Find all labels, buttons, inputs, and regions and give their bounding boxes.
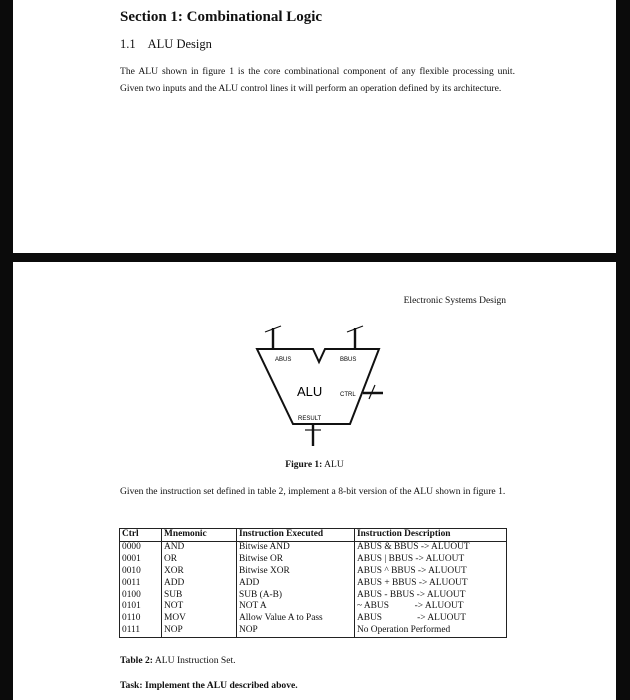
page-header: Electronic Systems Design <box>403 296 506 306</box>
instruction-set-table <box>119 528 507 638</box>
cell-description: No Operation Performed <box>355 625 507 637</box>
table-caption-prefix: Table 2: <box>120 655 153 666</box>
alu-diagram <box>13 262 616 462</box>
cell-mnemonic: SUB <box>162 590 237 602</box>
bbus-label: BBUS <box>340 357 357 363</box>
cell-mnemonic: ADD <box>162 578 237 590</box>
header-instruction-executed: Instruction Executed <box>237 529 355 542</box>
cell-mnemonic: XOR <box>162 566 237 578</box>
header-ctrl: Ctrl <box>120 529 162 542</box>
table-row <box>120 625 507 637</box>
cell-mnemonic: AND <box>162 541 237 553</box>
table-caption-text: ALU Instruction Set. <box>152 655 236 666</box>
cell-description: ABUS + BBUS -> ALUOUT <box>355 578 507 590</box>
intro-paragraph: The ALU shown in figure 1 is the core combinational component of any flexible processing unit. Given two inputs and the ALU control lines it will perform an operation defined by its architecture. <box>120 66 515 94</box>
figure-caption-text: ALU <box>322 460 344 470</box>
alu-label: ALU <box>297 384 323 399</box>
cell-executed: Allow Value A to Pass <box>237 613 355 625</box>
document-page-1 <box>13 0 616 253</box>
subsection-number: 1.1 <box>120 37 136 51</box>
table-row <box>120 541 507 553</box>
cell-executed: SUB (A-B) <box>237 590 355 602</box>
cell-executed: ADD <box>237 578 355 590</box>
cell-mnemonic: NOT <box>162 601 237 613</box>
cell-ctrl: 0101 <box>120 601 162 613</box>
cell-executed: NOP <box>237 625 355 637</box>
cell-ctrl: 0111 <box>120 625 162 637</box>
cell-mnemonic: NOP <box>162 625 237 637</box>
table-row <box>120 554 507 566</box>
cell-description: ABUS -> ALUOUT <box>355 613 507 625</box>
instruction-paragraph: Given the instruction set defined in table 2, implement a 8-bit version of the ALU shown in figure 1. <box>120 486 506 497</box>
cell-mnemonic: OR <box>162 554 237 566</box>
table-row <box>120 578 507 590</box>
cell-description: ABUS ^ BBUS -> ALUOUT <box>355 566 507 578</box>
cell-executed: Bitwise OR <box>237 554 355 566</box>
cell-ctrl: 0100 <box>120 590 162 602</box>
cell-executed: Bitwise XOR <box>237 566 355 578</box>
cell-ctrl: 0110 <box>120 613 162 625</box>
figure-caption-prefix: Figure 1: <box>285 460 323 470</box>
cell-description: ~ ABUS -> ALUOUT <box>355 601 507 613</box>
cell-executed: NOT A <box>237 601 355 613</box>
figure-caption <box>13 460 616 470</box>
cell-ctrl: 0001 <box>120 554 162 566</box>
document-page-2 <box>13 262 616 700</box>
table-header-row <box>120 529 507 542</box>
table-row <box>120 613 507 625</box>
header-mnemonic: Mnemonic <box>162 529 237 542</box>
section-title: Section 1: Combinational Logic <box>120 9 323 25</box>
cell-ctrl: 0010 <box>120 566 162 578</box>
header-instruction-description: Instruction Description <box>355 529 507 542</box>
abus-label: ABUS <box>275 357 292 363</box>
cell-mnemonic: MOV <box>162 613 237 625</box>
ctrl-label: CTRL <box>340 392 356 398</box>
table-row <box>120 601 507 613</box>
cell-ctrl: 0000 <box>120 541 162 553</box>
subsection-heading: ALU Design <box>147 37 212 51</box>
table-caption <box>120 655 236 666</box>
cell-executed: Bitwise AND <box>237 541 355 553</box>
task-statement: Task: Implement the ALU described above. <box>120 680 298 691</box>
cell-description: ABUS & BBUS -> ALUOUT <box>355 541 507 553</box>
cell-description: ABUS - BBUS -> ALUOUT <box>355 590 507 602</box>
result-label: RESULT <box>298 416 322 422</box>
cell-description: ABUS | BBUS -> ALUOUT <box>355 554 507 566</box>
cell-ctrl: 0011 <box>120 578 162 590</box>
table-row <box>120 566 507 578</box>
table-row <box>120 590 507 602</box>
subsection-title <box>120 37 212 52</box>
